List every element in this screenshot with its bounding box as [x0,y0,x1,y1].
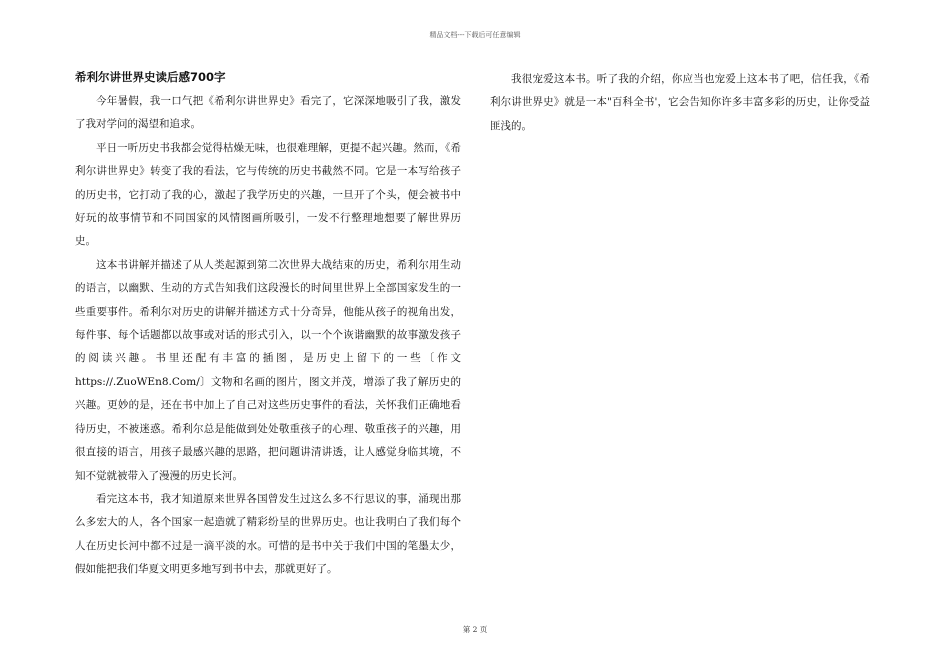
paragraph: 平日一听历史书我都会觉得枯燥无味，也很难理解，更提不起兴趣。然而，《希利尔讲世界史》转变了我的看法，它与传统的历史书截然不同。它是一本写给孩子的历史书，它打动了我的心，激起了我学历史的兴趣，一旦开了个头，便会被书中好玩的故事情节和不同国家的风情图画所吸引，一发不行整理地想要了解世界历史。 [75,141,461,248]
right-column [490,68,870,138]
page-header: 精品文档---下载后可任意编辑 [429,31,521,39]
paragraph: 看完这本书，我才知道原来世界各国曾发生过这么多不行思议的事，涌现出那么多宏大的人，各个国家一起造就了精彩纷呈的世界历史。也让我明白了我们每个人在历史长河中都不过是一滴平淡的水。可惜的是书中关于我们中国的笔墨太少，假如能把我们华夏文明更多地写到书中去，那就更好了。 [75,492,461,576]
article-title: 希利尔讲世界史读后感700字 [75,70,226,84]
paragraph: 我很宠爱这本书。听了我的介绍，你应当也宠爱上这本书了吧，信任我，《希利尔讲世界史》就是一本"百科全书'，它会告知你许多丰富多彩的历史，让你受益匪浅的。 [490,73,870,132]
paragraph: 这本书讲解并描述了从人类起源到第二次世界大战结束的历史，希利尔用生动的语言，以幽默、生动的方式告知我们这段漫长的时间里世界上全部国家发生的一些重要事件。希利尔对历史的讲解并描述方式十分奇异，他能从孩子的视角出发，每件事、每个话题都以故事或对话的形式引入，以一个个诙谐幽默的故事激发孩子的阅读兴趣。书里还配有丰富的插图，是历史上留下的一些〔作文https://.ZuoWEn8.Com/〕文物和名画的图片，图文并茂，增添了我了解历史的兴趣。更妙的是，还在书中加上了自己对这些历史事件的看法，关怀我们正确地看待历史，不被迷惑。希利尔总是能做到处处敬重孩子的心理、敬重孩子的兴趣，用很直接的语言，用孩子最感兴趣的思路，把问题讲清讲透，让人感觉身临其境，不知不觉就被带入了漫漫的历史长河。 [75,258,461,482]
paragraph: 今年暑假，我一口气把《希利尔讲世界史》看完了，它深深地吸引了我，激发了我对学问的渴望和追求。 [75,95,461,131]
left-column [75,68,461,582]
page-number: 第 2 页 [462,625,488,634]
